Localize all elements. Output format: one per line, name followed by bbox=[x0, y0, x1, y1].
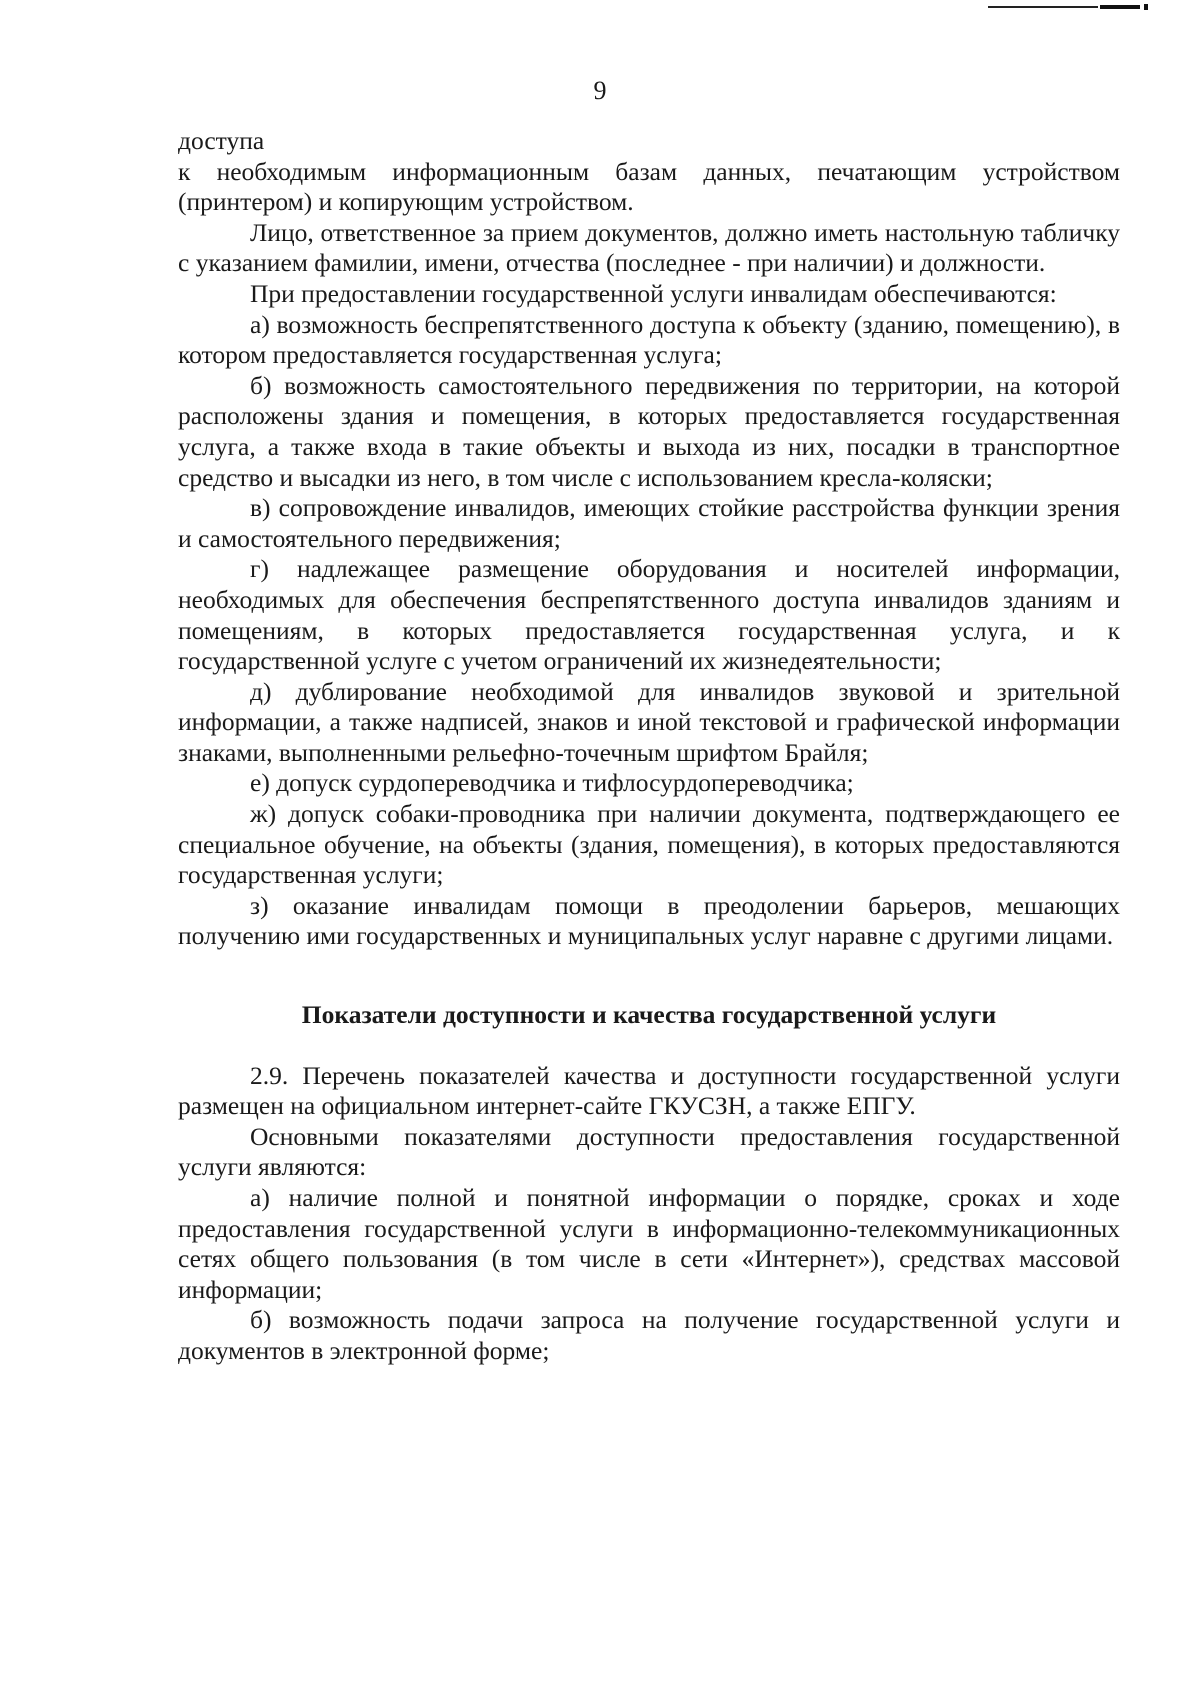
paragraph-group-top bbox=[178, 126, 1120, 952]
scan-artifact-line bbox=[988, 6, 1098, 8]
paragraph: Лицо, ответственное за прием документов, должно иметь настольную табличку с указанием фамилии, имени, отчества (последнее - при наличии) и должности. bbox=[178, 217, 1120, 278]
paragraph: е) допуск сурдопереводчика и тифлосурдопереводчика; bbox=[250, 768, 854, 798]
paragraph: ж) допуск собаки-проводника при наличии документа, подтверждающего ее специальное обучение, на объекты (здания, помещения), в которых предоставляются государственная услуги; bbox=[178, 799, 1120, 890]
paragraph: а) наличие полной и понятной информации о порядке, сроках и ходе предоставления государственной услуги в информационно-телекоммуникационных сетях общего пользования (в том числе в сети «Интернет»), средствах массовой информации; bbox=[178, 1183, 1120, 1304]
paragraph: к необходимым информационным базам данных, печатающим устройством (принтером) и копирующим устройством. bbox=[178, 156, 1120, 217]
paragraph: г) надлежащее размещение оборудования и носителей информации, необходимых для обеспечения беспрепятственного доступа инвалидов зданиям и помещениям, в которых предоставляется государственная услуга, и к государственной услуге с учетом ограничений их жизнедеятельности; bbox=[178, 554, 1120, 676]
scan-artifact-line bbox=[1144, 4, 1148, 10]
paragraph-group-bottom bbox=[178, 1061, 1120, 1367]
paragraph: з) оказание инвалидам помощи в преодолении барьеров, мешающих получению ими государственных и муниципальных услуг наравне с другими лицами. bbox=[178, 890, 1120, 951]
paragraph: а) возможность беспрепятственного доступа к объекту (зданию, помещению), в котором предоставляется государственная услуга; bbox=[178, 309, 1120, 370]
section-heading: Показатели доступности и качества государственной услуги bbox=[301, 1000, 997, 1030]
paragraph: б) возможность самостоятельного передвижения по территории, на которой расположены здания и помещения, в которых предоставляется государственная услуга, а также входа в такие объекты и выхода из них, посадки в транспортное средство и высадки из него, в том числе с использованием кресла-коляски; bbox=[178, 370, 1120, 492]
paragraph: доступа bbox=[178, 126, 265, 155]
paragraph: б) возможность подачи запроса на получение государственной услуги и документов в электронной форме; bbox=[178, 1305, 1120, 1365]
document-body bbox=[178, 126, 1120, 1367]
scan-artifact-mark bbox=[988, 4, 1158, 10]
paragraph: Основными показателями доступности предоставления государственной услуги являются: bbox=[178, 1121, 1120, 1182]
paragraph: д) дублирование необходимой для инвалидов звуковой и зрительной информации, а также надписей, знаков и иной текстовой и графической информации знаками, выполненными рельефно-точечным шрифтом Брайля; bbox=[178, 676, 1120, 767]
paragraph: в) сопровождение инвалидов, имеющих стойкие расстройства функции зрения и самостоятельного передвижения; bbox=[178, 493, 1120, 553]
paragraph: 2.9. Перечень показателей качества и доступности государственной услуги размещен на официальном интернет-сайте ГКУСЗН, а также ЕПГУ. bbox=[178, 1060, 1120, 1121]
page-number: 9 bbox=[593, 76, 607, 105]
scan-artifact-line bbox=[1100, 5, 1140, 9]
paragraph: При предоставлении государственной услуги инвалидам обеспечиваются: bbox=[250, 278, 1057, 308]
